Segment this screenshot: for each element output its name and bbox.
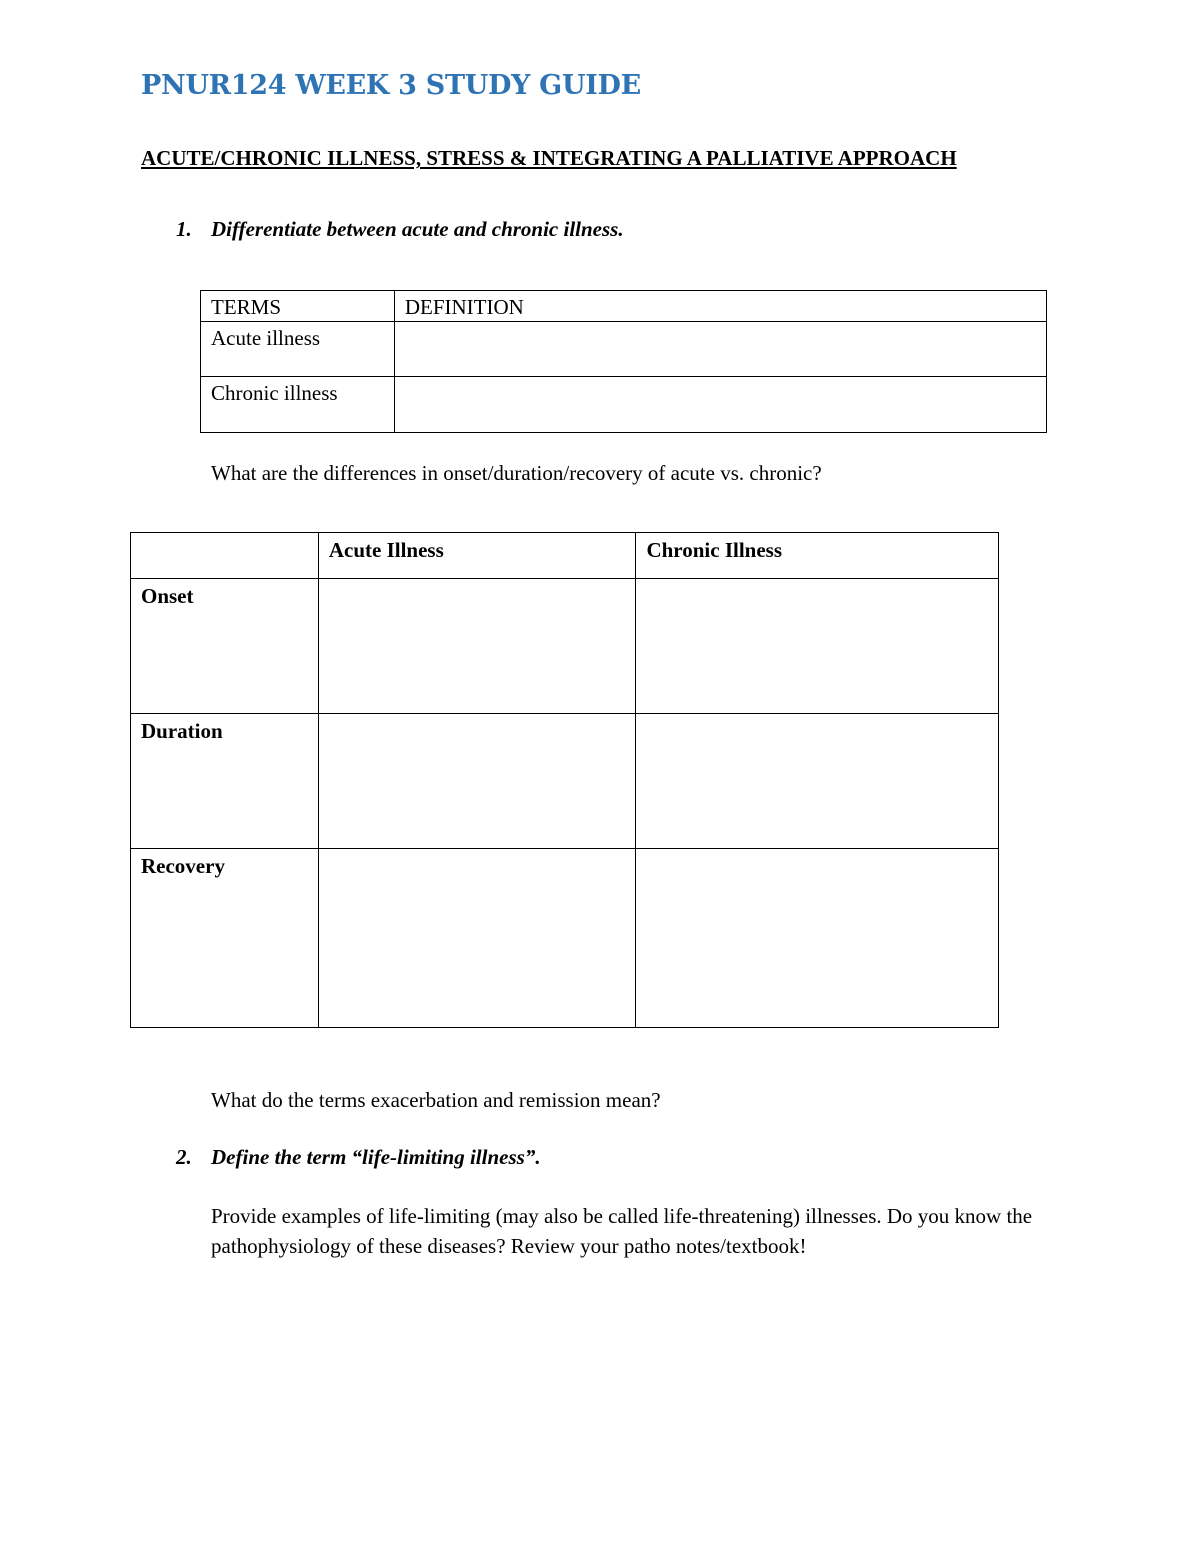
- table-header-row: [201, 291, 1047, 322]
- question-1: [176, 217, 624, 242]
- row-label-cell: Duration: [131, 714, 319, 849]
- row-label-cell: Onset: [131, 579, 319, 714]
- section-heading: ACUTE/CHRONIC ILLNESS, STRESS & INTEGRATING A PALLIATIVE APPROACH: [141, 146, 957, 170]
- table-row: [131, 579, 999, 714]
- table-row: [131, 849, 999, 1028]
- row-label-cell: Recovery: [131, 849, 319, 1028]
- table-header-cell: DEFINITION: [394, 291, 1046, 322]
- table-header-cell: TERMS: [201, 291, 395, 322]
- table-header-cell: [131, 533, 319, 579]
- question-1-text: Differentiate between acute and chronic illness.: [211, 217, 624, 241]
- definition-cell[interactable]: [394, 322, 1046, 377]
- chronic-cell[interactable]: [636, 714, 999, 849]
- exacerbation-question: What do the terms exacerbation and remission mean?: [211, 1088, 661, 1112]
- question-1-number: 1.: [176, 217, 192, 241]
- chronic-cell[interactable]: [636, 579, 999, 714]
- question-2-text: Define the term “life-limiting illness”.: [211, 1145, 541, 1169]
- onset-duration-question: What are the differences in onset/duration/recovery of acute vs. chronic?: [211, 461, 822, 485]
- term-cell: Chronic illness: [201, 377, 395, 433]
- terms-definition-table: [200, 290, 1047, 433]
- table-row: [131, 714, 999, 849]
- examples-paragraph: Provide examples of life-limiting (may also be called life-threatening) illnesses. Do you know the pathophysiology of these diseases? Review your patho notes/textbook!: [211, 1204, 1033, 1258]
- chronic-cell[interactable]: [636, 849, 999, 1028]
- acute-cell[interactable]: [318, 714, 636, 849]
- table-row: [201, 377, 1047, 433]
- acute-cell[interactable]: [318, 849, 636, 1028]
- acute-cell[interactable]: [318, 579, 636, 714]
- term-cell: Acute illness: [201, 322, 395, 377]
- table-header-row: [131, 533, 999, 579]
- table-row: [201, 322, 1047, 377]
- definition-cell[interactable]: [394, 377, 1046, 433]
- page-title: PNUR124 WEEK 3 STUDY GUIDE: [141, 70, 641, 101]
- table-header-cell: Chronic Illness: [636, 533, 999, 579]
- question-2-number: 2.: [176, 1145, 192, 1169]
- question-2: [176, 1145, 541, 1170]
- acute-chronic-comparison-table: [130, 532, 999, 1028]
- table-header-cell: Acute Illness: [318, 533, 636, 579]
